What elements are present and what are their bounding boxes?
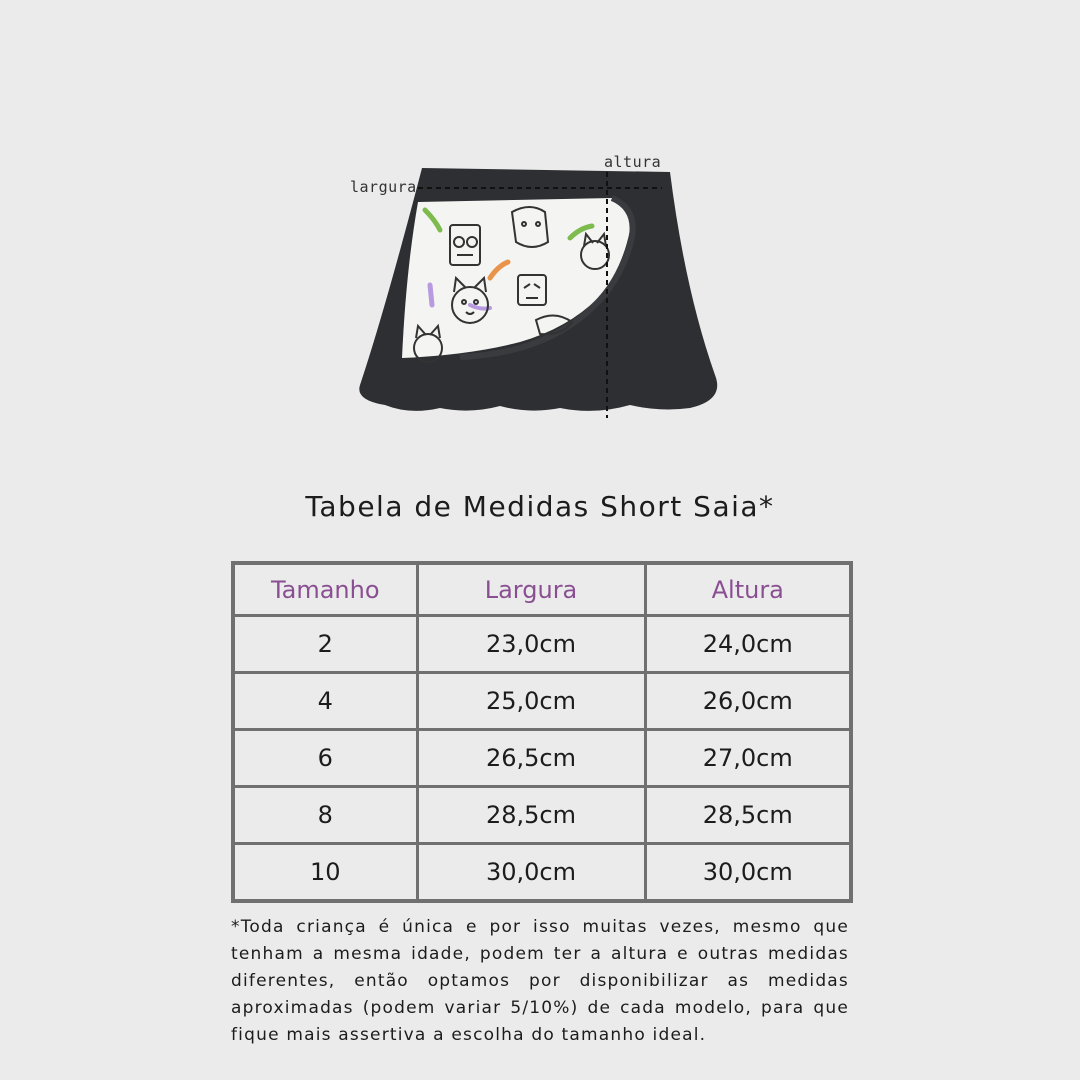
- table-row: [233, 616, 851, 673]
- column-header-size: Tamanho: [233, 563, 417, 616]
- width-cell: 23,0cm: [417, 616, 645, 673]
- height-cell: 24,0cm: [645, 616, 851, 673]
- footnote: *Toda criança é única e por isso muitas vezes, mesmo que tenham a mesma idade, podem ter a altura e outras medidas diferentes, então optamos por disponibilizar as medidas aproximadas (podem variar 5/10%) de cada modelo, para que fique mais assertiva a escolha do tamanho ideal.: [231, 917, 849, 1045]
- size-cell: 8: [233, 787, 417, 844]
- table-row: [233, 787, 851, 844]
- width-cell: 25,0cm: [417, 673, 645, 730]
- table-row: [233, 844, 851, 902]
- size-cell: 10: [233, 844, 417, 902]
- size-cell: 4: [233, 673, 417, 730]
- height-cell: 28,5cm: [645, 787, 851, 844]
- column-header-width: Largura: [417, 563, 645, 616]
- column-header-height: Altura: [645, 563, 851, 616]
- table-header-row: [233, 563, 851, 616]
- width-cell: 28,5cm: [417, 787, 645, 844]
- width-cell: 30,0cm: [417, 844, 645, 902]
- height-cell: 27,0cm: [645, 730, 851, 787]
- table-row: [233, 730, 851, 787]
- width-label: largura: [350, 178, 417, 196]
- height-cell: 26,0cm: [645, 673, 851, 730]
- size-cell: 6: [233, 730, 417, 787]
- size-cell: 2: [233, 616, 417, 673]
- size-table: [231, 561, 853, 903]
- page-title: Tabela de Medidas Short Saia*: [305, 490, 775, 523]
- height-label: altura: [604, 153, 662, 171]
- width-cell: 26,5cm: [417, 730, 645, 787]
- table-row: [233, 673, 851, 730]
- height-cell: 30,0cm: [645, 844, 851, 902]
